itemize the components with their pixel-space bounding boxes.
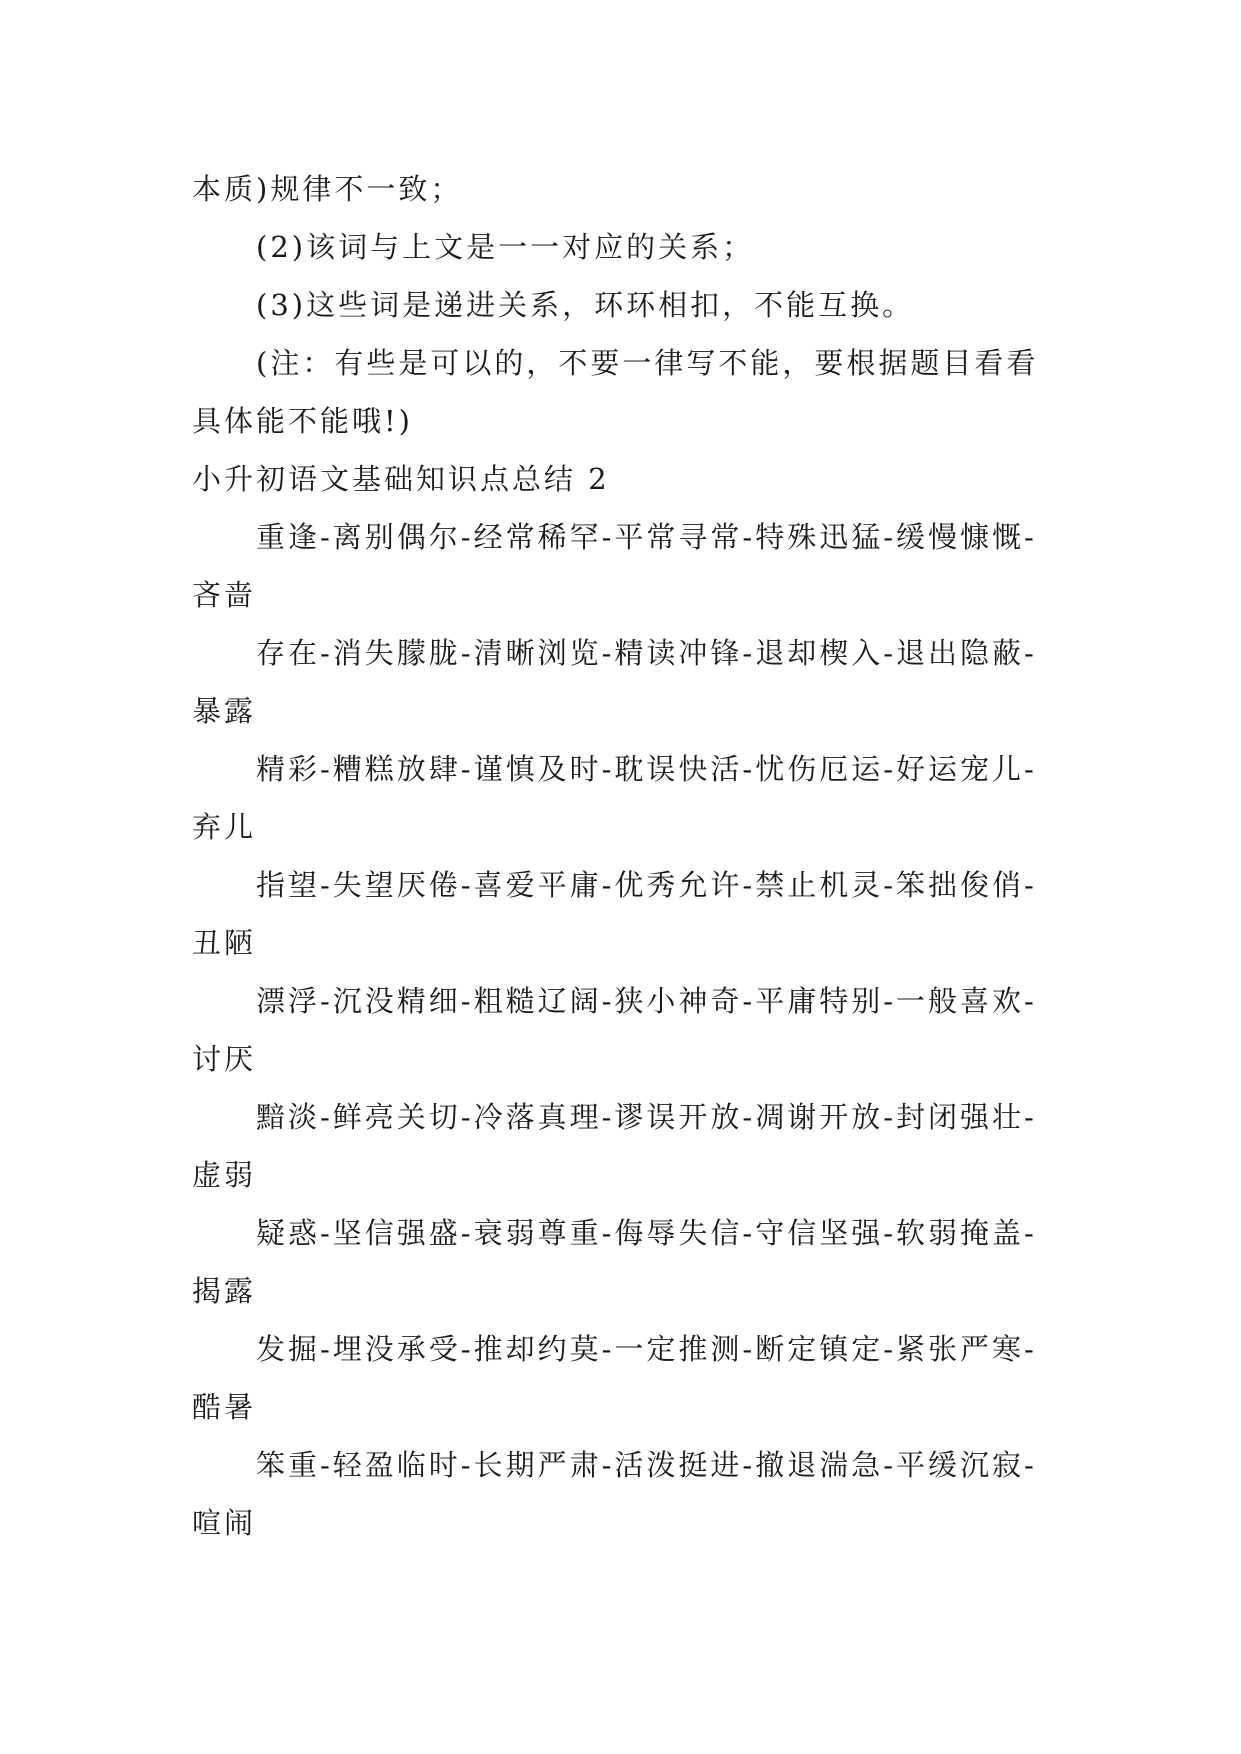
antonym-paragraph: 存在-消失朦胧-清晰浏览-精读冲锋-退却楔入-退出隐蔽-暴露 [192,636,1037,728]
antonym-paragraph: 精彩-糟糕放肆-谨慎及时-耽误快活-忧伤厄运-好运宠儿-弃儿 [192,752,1037,844]
antonym-paragraph: 疑惑-坚信强盛-衰弱尊重-侮辱失信-守信坚强-软弱掩盖-揭露 [192,1216,1037,1308]
antonym-paragraph: 重逢-离别偶尔-经常稀罕-平常寻常-特殊迅猛-缓慢慷慨-吝啬 [192,520,1037,612]
antonym-paragraph: 发掘-埋没承受-推却约莫-一定推测-断定镇定-紧张严寒-酷暑 [192,1332,1037,1424]
antonym-paragraph: 指望-失望厌倦-喜爱平庸-优秀允许-禁止机灵-笨拙俊俏-丑陋 [192,868,1037,960]
paragraph-point-3: (3)这些词是递进关系，环环相扣，不能互换。 [256,288,915,322]
antonym-paragraph: 笨重-轻盈临时-长期严肃-活泼挺进-撤退湍急-平缓沉寂-喧闹 [192,1448,1037,1540]
section-heading: 小升初语文基础知识点总结 2 [192,462,610,496]
paragraph-point-2: (2)该词与上文是一一对应的关系； [256,230,755,264]
paragraph-continuation: 本质)规律不一致； [192,172,463,206]
document-body [192,160,1052,1552]
paragraph-note: (注：有些是可以的，不要一律写不能，要根据题目看看具体能不能哦!) [192,346,1039,438]
antonym-paragraph: 漂浮-沉没精细-粗糙辽阔-狭小神奇-平庸特别-一般喜欢-讨厌 [192,984,1037,1076]
antonym-paragraph: 黯淡-鲜亮关切-冷落真理-谬误开放-凋谢开放-封闭强壮-虚弱 [192,1100,1037,1192]
